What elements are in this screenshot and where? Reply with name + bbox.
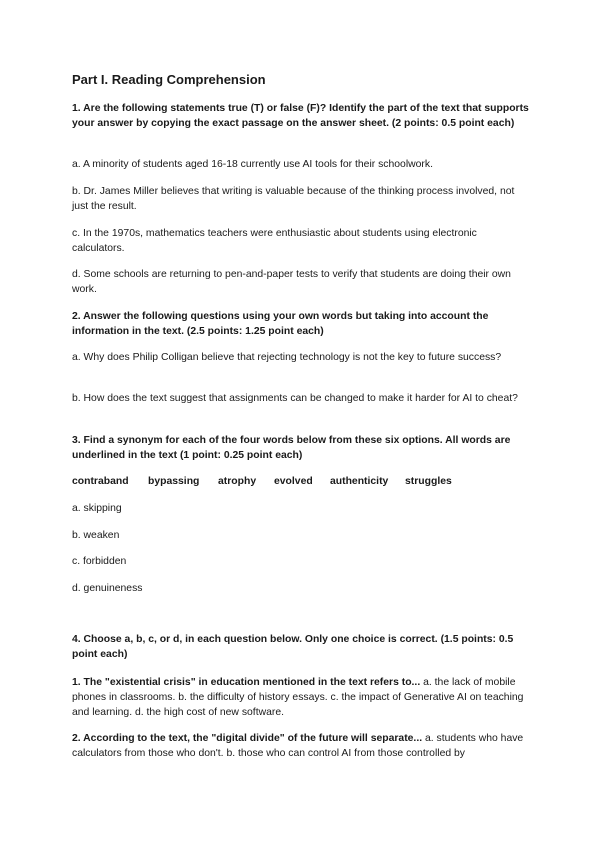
word-option: authenticity <box>330 476 389 487</box>
q4-item-1-options: a. the lack of mobile phones in classrooms. b. the difficulty of history essays. c. the impact of Generative AI on teaching and learning. d. the high cost of new software. <box>72 677 524 718</box>
q3-item-d: d. genuineness <box>72 583 143 594</box>
q2-item-b: b. How does the text suggest that assignments can be changed to make it harder for AI to cheat? <box>72 393 518 404</box>
word-option: bypassing <box>148 476 200 487</box>
word-option: contraband <box>72 476 129 487</box>
q1-item-b: b. Dr. James Miller believes that writing is valuable because of the thinking process involved, not just the result. <box>72 186 515 212</box>
question-4-prompt: 4. Choose a, b, c, or d, in each question below. Only one choice is correct. (1.5 points: 0.5 point each) <box>72 634 514 660</box>
question-2-prompt: 2. Answer the following questions using your own words but taking into account the information in the text. (2.5 points: 1.25 point each) <box>72 311 489 337</box>
q4-item-2 <box>72 731 532 761</box>
q1-item-c: c. In the 1970s, mathematics teachers were enthusiastic about students using electronic calculators. <box>72 228 477 254</box>
word-option: atrophy <box>218 476 257 487</box>
word-option: struggles <box>405 476 452 487</box>
q3-item-a: a. skipping <box>72 503 122 514</box>
q1-item-a: a. A minority of students aged 16-18 currently use AI tools for their schoolwork. <box>72 159 433 170</box>
q3-item-c: c. forbidden <box>72 556 127 567</box>
q4-item-2-options: a. students who have calculators from those who don't. b. those who can control AI from those controlled by <box>72 733 524 759</box>
q4-item-2-stem: 2. According to the text, the "digital divide" of the future will separate... <box>72 733 423 744</box>
q4-item-1-stem: 1. The "existential crisis" in education mentioned in the text refers to... <box>72 677 421 688</box>
q1-item-d: d. Some schools are returning to pen-and-paper tests to verify that students are doing their own work. <box>72 269 511 295</box>
q4-item-1 <box>72 675 532 720</box>
page-title: Part I. Reading Comprehension <box>72 72 266 87</box>
question-1-prompt: 1. Are the following statements true (T) or false (F)? Identify the part of the text that supports your answer by copying the exact passage on the answer sheet. (2 points: 0.5 point each) <box>72 103 529 129</box>
q2-item-a: a. Why does Philip Colligan believe that rejecting technology is not the key to future success? <box>72 352 502 363</box>
q3-item-b: b. weaken <box>72 530 120 541</box>
word-option: evolved <box>274 476 313 487</box>
question-3-prompt: 3. Find a synonym for each of the four words below from these six options. All words are underlined in the text (1 point: 0.25 point each) <box>72 435 511 461</box>
